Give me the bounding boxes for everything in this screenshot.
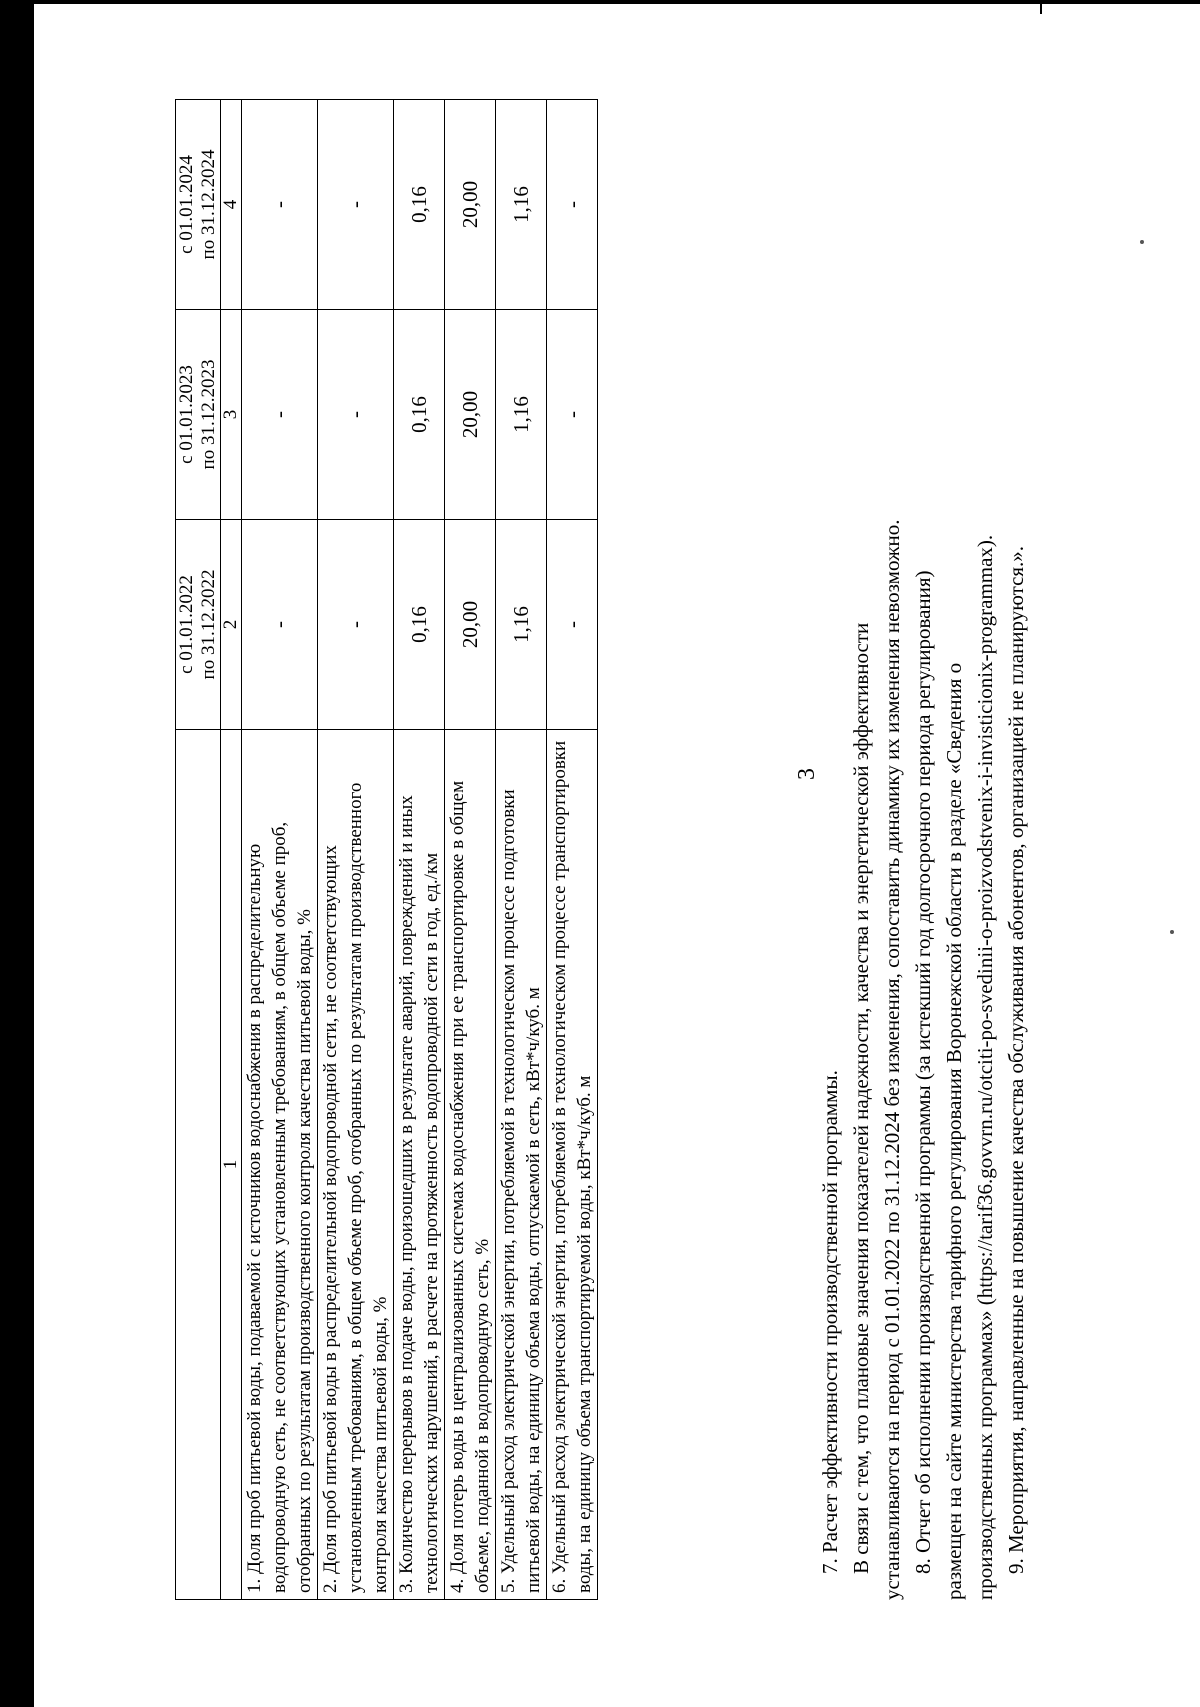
value-2024: 20,00: [445, 100, 496, 310]
header-period-end: по 31.12.2023: [198, 359, 219, 470]
indicator-name: 1. Доля проб питьевой воды, подаваемой с источников водоснабжения в распределительную водопроводную сеть, не соответствующих установленным требованиям, в общем объеме проб, отобранных по результатам производственного контроля качества питьевой воды, %: [242, 730, 318, 1600]
column-number: 3: [221, 310, 242, 520]
header-period-end: по 31.12.2022: [198, 569, 219, 680]
paragraph-7-line: В связи с тем, что плановые значения показателей надежности, качества и энергетической эффективности: [849, 622, 873, 1574]
table-row: [496, 100, 547, 1600]
value-2024: -: [547, 100, 598, 310]
header-period-start: с 01.01.2024: [176, 155, 197, 254]
header-period-start: с 01.01.2023: [176, 365, 197, 464]
indicator-name: 3. Количество перерывов в подаче воды, произошедших в результате аварий, повреждений и иных технологических нарушений, в расчете на протяженность водопроводной сети в год, ед./км: [394, 730, 445, 1600]
header-period-2023: [176, 310, 221, 520]
value-2024: 0,16: [394, 100, 445, 310]
value-2024: -: [242, 100, 318, 310]
paragraph-7-line: устанавливаются на период с 01.01.2022 по 31.12.2024 без изменения, сопоставить динамику их изменения невозможно.: [880, 519, 904, 1600]
scan-speck: [1140, 240, 1144, 244]
value-2022: -: [547, 520, 598, 730]
header-period-2022: [176, 520, 221, 730]
column-number: 2: [221, 520, 242, 730]
scan-mark: [1040, 0, 1042, 14]
column-number: 1: [221, 730, 242, 1600]
scan-edge-top: [0, 0, 1200, 4]
paragraph-8-line: 8. Отчет об исполнении производственной программы (за истекший год долгосрочного периода регулирования): [911, 570, 935, 1574]
header-indicator: [176, 730, 221, 1600]
table-row: [242, 100, 318, 1600]
value-2023: -: [547, 310, 598, 520]
header-period-2024: [176, 100, 221, 310]
header-period-start: с 01.01.2022: [176, 575, 197, 674]
value-2024: -: [318, 100, 394, 310]
scan-speck: [1170, 930, 1174, 934]
table-row: [445, 100, 496, 1600]
value-2023: -: [242, 310, 318, 520]
indicator-name: 4. Доля потерь воды в централизованных системах водоснабжения при ее транспортировке в общем объеме, поданной в водопроводную сеть, %: [445, 730, 496, 1600]
indicator-name: 6. Удельный расход электрической энергии, потребляемой в технологическом процессе транспортировки воды, на единицу объема транспортируемой воды, кВт*ч/куб. м: [547, 730, 598, 1600]
table-row: [547, 100, 598, 1600]
page-number: 3: [794, 768, 820, 780]
value-2023: 1,16: [496, 310, 547, 520]
indicator-name: 5. Удельный расход электрической энергии, потребляемой в технологическом процессе подготовки питьевой воды, на единицу объема воды, отпускаемой в сеть, кВт*ч/куб. м: [496, 730, 547, 1600]
paragraph-8-line: размещен на сайте министерства тарифного регулирования Воронежской области в разделе «Сведения о: [942, 662, 966, 1600]
paragraph-9: 9. Мероприятия, направленные на повышение качества обслуживания абонентов, организацией не планируются.».: [1004, 545, 1028, 1574]
indicator-name: 2. Доля проб питьевой воды в распределительной водопроводной сети, не соответствующих установленным требованиям, в общем объеме проб, отобранных по результатам производственного контроля качества питьевой воды, %: [318, 730, 394, 1600]
table-row: [394, 100, 445, 1600]
table-header-row: [176, 100, 221, 1600]
table-row: [318, 100, 394, 1600]
value-2024: 1,16: [496, 100, 547, 310]
header-period-end: по 31.12.2024: [198, 149, 219, 260]
value-2022: 0,16: [394, 520, 445, 730]
indicators-table: [175, 99, 598, 1600]
value-2023: 20,00: [445, 310, 496, 520]
document-body: [815, 100, 1032, 1600]
column-number: 4: [221, 100, 242, 310]
paragraph-8-line: производственных программах» (https://tarif36.govvrn.ru/otciti-po-svedinii-o-proizvodstvenix-i-invisticionix-programmax).: [973, 534, 997, 1600]
value-2022: -: [242, 520, 318, 730]
value-2023: 0,16: [394, 310, 445, 520]
value-2023: -: [318, 310, 394, 520]
scan-edge-left: [0, 0, 34, 1707]
value-2022: 20,00: [445, 520, 496, 730]
rotated-page-content: [115, 40, 1028, 1600]
value-2022: 1,16: [496, 520, 547, 730]
value-2022: -: [318, 520, 394, 730]
column-number-row: [221, 100, 242, 1600]
paragraph-7-heading: 7. Расчет эффективности производственной программы.: [818, 1070, 842, 1574]
